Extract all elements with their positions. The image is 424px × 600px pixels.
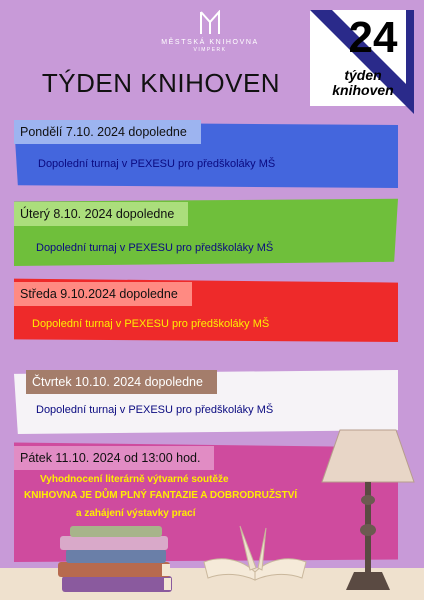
open-book-icon (200, 522, 310, 582)
monday-day: Pondělí 7.10. 2024 dopoledne (14, 120, 201, 144)
logo-name: MĚSTSKÁ KNIHOVNA (161, 39, 259, 46)
monday-text: Dopolední turnaj v PEXESU pro předškoláky MŠ (38, 158, 276, 170)
friday-line-1: Vyhodnocení literárně výtvarné soutěže (40, 474, 229, 485)
week-badge (310, 10, 414, 114)
logo-city: VIMPERK (193, 47, 227, 53)
badge-number: 24 (348, 13, 398, 62)
wednesday-day: Středa 9.10.2024 dopoledne (14, 282, 192, 306)
lamp-icon (318, 420, 418, 600)
library-logo (150, 10, 270, 53)
library-logo-icon (199, 10, 221, 36)
page-title: TÝDEN KNIHOVEN (41, 68, 281, 98)
thursday-day: Čtvrtek 10.10. 2024 dopoledne (26, 370, 217, 394)
tuesday-text: Dopolední turnaj v PEXESU pro předškoláky MŠ (36, 242, 274, 254)
thursday-text: Dopolední turnaj v PEXESU pro předškoláky MŠ (36, 404, 274, 416)
badge-text (318, 68, 408, 98)
tuesday-day: Úterý 8.10. 2024 dopoledne (14, 202, 188, 226)
friday-line-2: KNIHOVNA JE DŮM PLNÝ FANTAZIE A DOBRODRUŽSTVÍ (24, 490, 298, 501)
badge-line1: týden (344, 67, 382, 83)
friday-day: Pátek 11.10. 2024 od 13:00 hod. (14, 446, 214, 470)
badge-line2: knihoven (332, 82, 394, 98)
friday-line-3: a zahájení výstavky prací (76, 508, 196, 519)
wednesday-text: Dopolední turnaj v PEXESU pro předškoláky MŠ (32, 318, 270, 330)
book-stack-icon (52, 524, 182, 594)
